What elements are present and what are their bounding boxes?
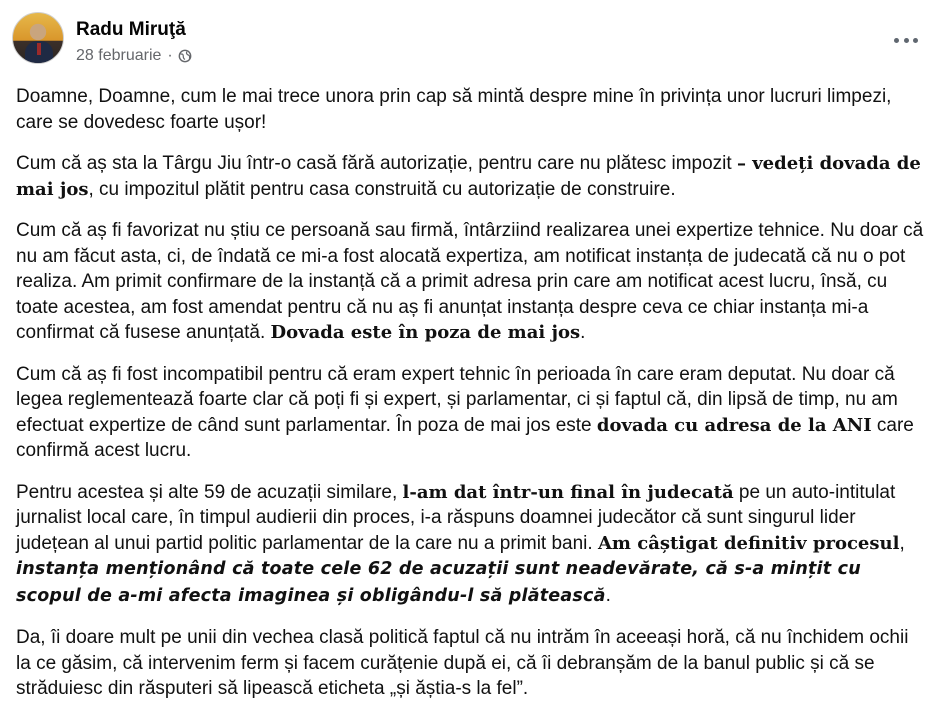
author-name[interactable]: Radu Miruţă <box>76 19 186 40</box>
separator-dot: · <box>167 47 173 64</box>
more-dot <box>904 38 909 43</box>
paragraph-1: Doamne, Doamne, cum le mai trece unora prin cap să mintă despre mine în privința unor lucruri limpezi, care se dovedesc foarte ușor! <box>16 86 892 133</box>
p5-text-2: pe un auto-intitulat jurnalist local care, în timpul audierii din proces, i-a răspuns doamnei judecător că sunt singurul lider județean al unui partid politic parlamentar de la care nu a primit bani. <box>16 481 896 554</box>
post-header <box>12 12 192 72</box>
p3-bold: Dovada este în poza de mai jos <box>270 322 581 343</box>
paragraph-4 <box>16 362 926 464</box>
paragraph-5 <box>16 480 926 610</box>
more-dot <box>894 38 899 43</box>
post-date[interactable]: 28 februarie <box>76 47 162 64</box>
more-dot <box>913 38 918 43</box>
p4-bold: dovada cu adresa de la ANI <box>596 414 872 436</box>
p2-text-end: , cu impozitul plătit pentru casa construită cu autorizație de construire. <box>88 178 676 200</box>
p3-text: Cum că aș fi favorizat nu știu ce persoană sau firmă, întârziind realizarea unei expertize tehnice. Nu doar că nu am făcut asta, ci, de îndată ce mi-a fost alocată expertiza, am notificat instanța de judecată că nu o pot realiza. Am primit confirmare de la instanță că a primit adresa prin care am notificat acest lucru, însă, cu toate acestea, am fost amendat pentru că nu aș fi anunțat instanța despre ceva ce chiar instanța mi-a confirmat că fusese anunțată. <box>16 220 924 343</box>
p2-bold: – vedeți dovada de mai jos <box>16 153 921 200</box>
p5-end: . <box>605 584 611 606</box>
p3-text-end: . <box>580 322 586 343</box>
p5-comma: , <box>899 532 905 554</box>
p5-text: Pentru acestea și alte 59 de acuzații similare, <box>16 481 403 503</box>
p5-bold-1: l-am dat într-un final în judecată <box>402 481 734 503</box>
p5-bold-italic: instanța menționând că toate cele 62 de acuzații sunt neadevărate, că s-a mințit cu scopul de a-mi afecta imaginea și obligându-l să plătească <box>16 559 861 606</box>
paragraph-2 <box>16 151 926 202</box>
paragraph-6: Da, îi doare mult pe unii din vechea clasă politică faptul că nu intrăm în aceeași horă, că nu închidem ochii la ce găsim, că intervenim ferm și facem curățenie după ei, că îi debranșăm de la banul public și că se străduiesc din răsputeri să lipească eticheta „și ăștia-s la fel”. <box>16 627 909 699</box>
date-row <box>76 47 192 65</box>
paragraph-3 <box>16 218 926 346</box>
more-options-icon[interactable] <box>894 34 918 46</box>
avatar-tie <box>37 43 41 55</box>
post-meta <box>76 19 192 65</box>
globe-icon[interactable] <box>178 49 192 63</box>
p4-text: Cum că aș fi fost incompatibil pentru că eram expert tehnic în perioada în care eram deputat. Nu doar că legea reglementează foarte clar că poți fi și expert, și parlamentar, ci și faptul că, din lipsă de timp, nu am efectuat expertize de când sunt parlamentar. În poza de mai jos este <box>16 363 898 436</box>
p5-bold-2: Am câștigat definitiv procesul <box>597 532 900 554</box>
author-avatar[interactable] <box>12 12 64 64</box>
p4-text-end: care confirmă acest lucru. <box>16 414 914 461</box>
post-body <box>16 84 926 718</box>
p2-text: Cum că aș sta la Târgu Jiu într-o casă fără autorizație, pentru care nu plătesc impozit <box>16 153 737 174</box>
